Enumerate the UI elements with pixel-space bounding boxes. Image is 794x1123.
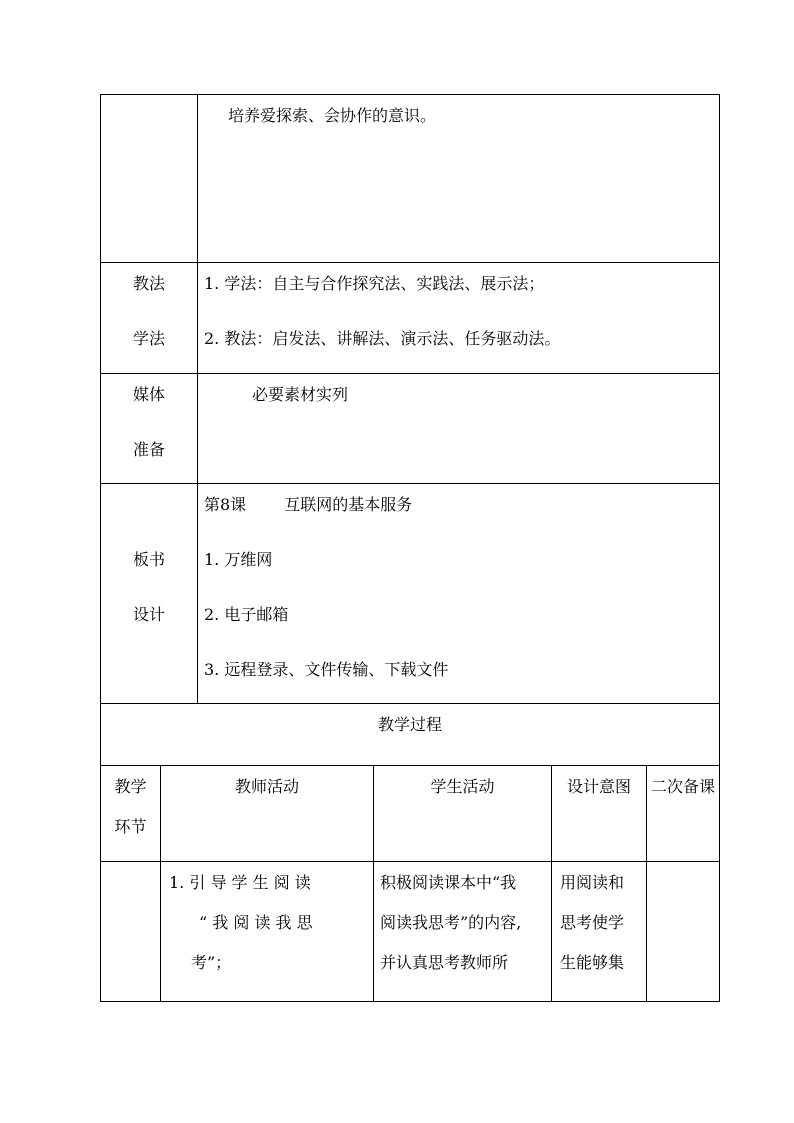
board-label-line2: 设计 bbox=[132, 605, 165, 624]
row1-teacher-cell bbox=[161, 862, 374, 1002]
row1-student-line1: 积极阅读课本中“我 bbox=[380, 873, 517, 892]
methods-item-1: 1. 学法：自主与合作探究法、实践法、展示法； bbox=[204, 274, 545, 293]
media-label-line1: 媒体 bbox=[132, 385, 165, 404]
board-lesson-number: 第8课 bbox=[204, 495, 247, 514]
board-label-line1: 板书 bbox=[132, 550, 165, 569]
header-second: 二次备课 bbox=[651, 777, 716, 796]
board-lesson-title: 互联网的基本服务 bbox=[284, 495, 413, 514]
header-second-cell bbox=[647, 766, 720, 862]
media-label-line2: 准备 bbox=[132, 440, 165, 459]
goals-row bbox=[101, 95, 720, 263]
row1-stage-cell bbox=[101, 862, 161, 1002]
header-stage-line2: 环节 bbox=[114, 817, 147, 836]
process-title: 教学过程 bbox=[378, 715, 443, 734]
row1-teacher-line1: 1. 引 导 学 生 阅 读 bbox=[169, 873, 311, 892]
board-item-1: 1. 万维网 bbox=[204, 550, 273, 569]
row1-second-cell bbox=[647, 862, 720, 1002]
media-content-cell bbox=[198, 374, 720, 484]
header-student-cell bbox=[374, 766, 552, 862]
lesson-plan-table bbox=[100, 94, 720, 1002]
methods-label-line1: 教法 bbox=[132, 274, 165, 293]
methods-row bbox=[101, 263, 720, 374]
row1-teacher-line3: 考”； bbox=[191, 953, 232, 972]
board-item-3: 3. 远程登录、文件传输、下载文件 bbox=[204, 660, 449, 679]
row1-intent-line2: 思考使学 bbox=[560, 913, 625, 932]
header-stage-cell bbox=[101, 766, 161, 862]
media-row bbox=[101, 374, 720, 484]
methods-label-line2: 学法 bbox=[132, 329, 165, 348]
header-student: 学生活动 bbox=[430, 777, 495, 796]
methods-label-cell bbox=[101, 263, 198, 374]
process-title-cell bbox=[101, 704, 720, 766]
header-intent: 设计意图 bbox=[566, 777, 631, 796]
media-text: 必要素材实列 bbox=[252, 385, 349, 404]
row1-intent-cell bbox=[552, 862, 647, 1002]
header-teacher: 教师活动 bbox=[234, 777, 299, 796]
goals-content-cell bbox=[198, 95, 720, 263]
methods-content-cell bbox=[198, 263, 720, 374]
row1-intent-line1: 用阅读和 bbox=[560, 873, 625, 892]
methods-item-2: 2. 教法：启发法、讲解法、演示法、任务驱动法。 bbox=[204, 329, 561, 348]
row1-teacher-line2: “ 我 阅 读 我 思 bbox=[199, 913, 313, 932]
process-title-row bbox=[101, 704, 720, 766]
row1-student-line3: 并认真思考教师所 bbox=[380, 953, 509, 972]
lesson-plan-sheet bbox=[100, 94, 719, 1002]
media-label-cell bbox=[101, 374, 198, 484]
goals-label-cell bbox=[101, 95, 198, 263]
board-content-cell bbox=[198, 484, 720, 704]
row1-student-cell bbox=[374, 862, 552, 1002]
board-item-2: 2. 电子邮箱 bbox=[204, 605, 289, 624]
goals-text: 培养爱探索、会协作的意识。 bbox=[228, 106, 437, 125]
header-teacher-cell bbox=[161, 766, 374, 862]
board-heading bbox=[198, 492, 719, 518]
process-row-1 bbox=[101, 862, 720, 1002]
board-row bbox=[101, 484, 720, 704]
row1-intent-line3: 生能够集 bbox=[560, 953, 625, 972]
process-header-row bbox=[101, 766, 720, 862]
header-stage-line1: 教学 bbox=[114, 777, 147, 796]
header-intent-cell bbox=[552, 766, 647, 862]
board-label-cell bbox=[101, 484, 198, 704]
row1-student-line2: 阅读我思考”的内容, bbox=[380, 913, 522, 932]
